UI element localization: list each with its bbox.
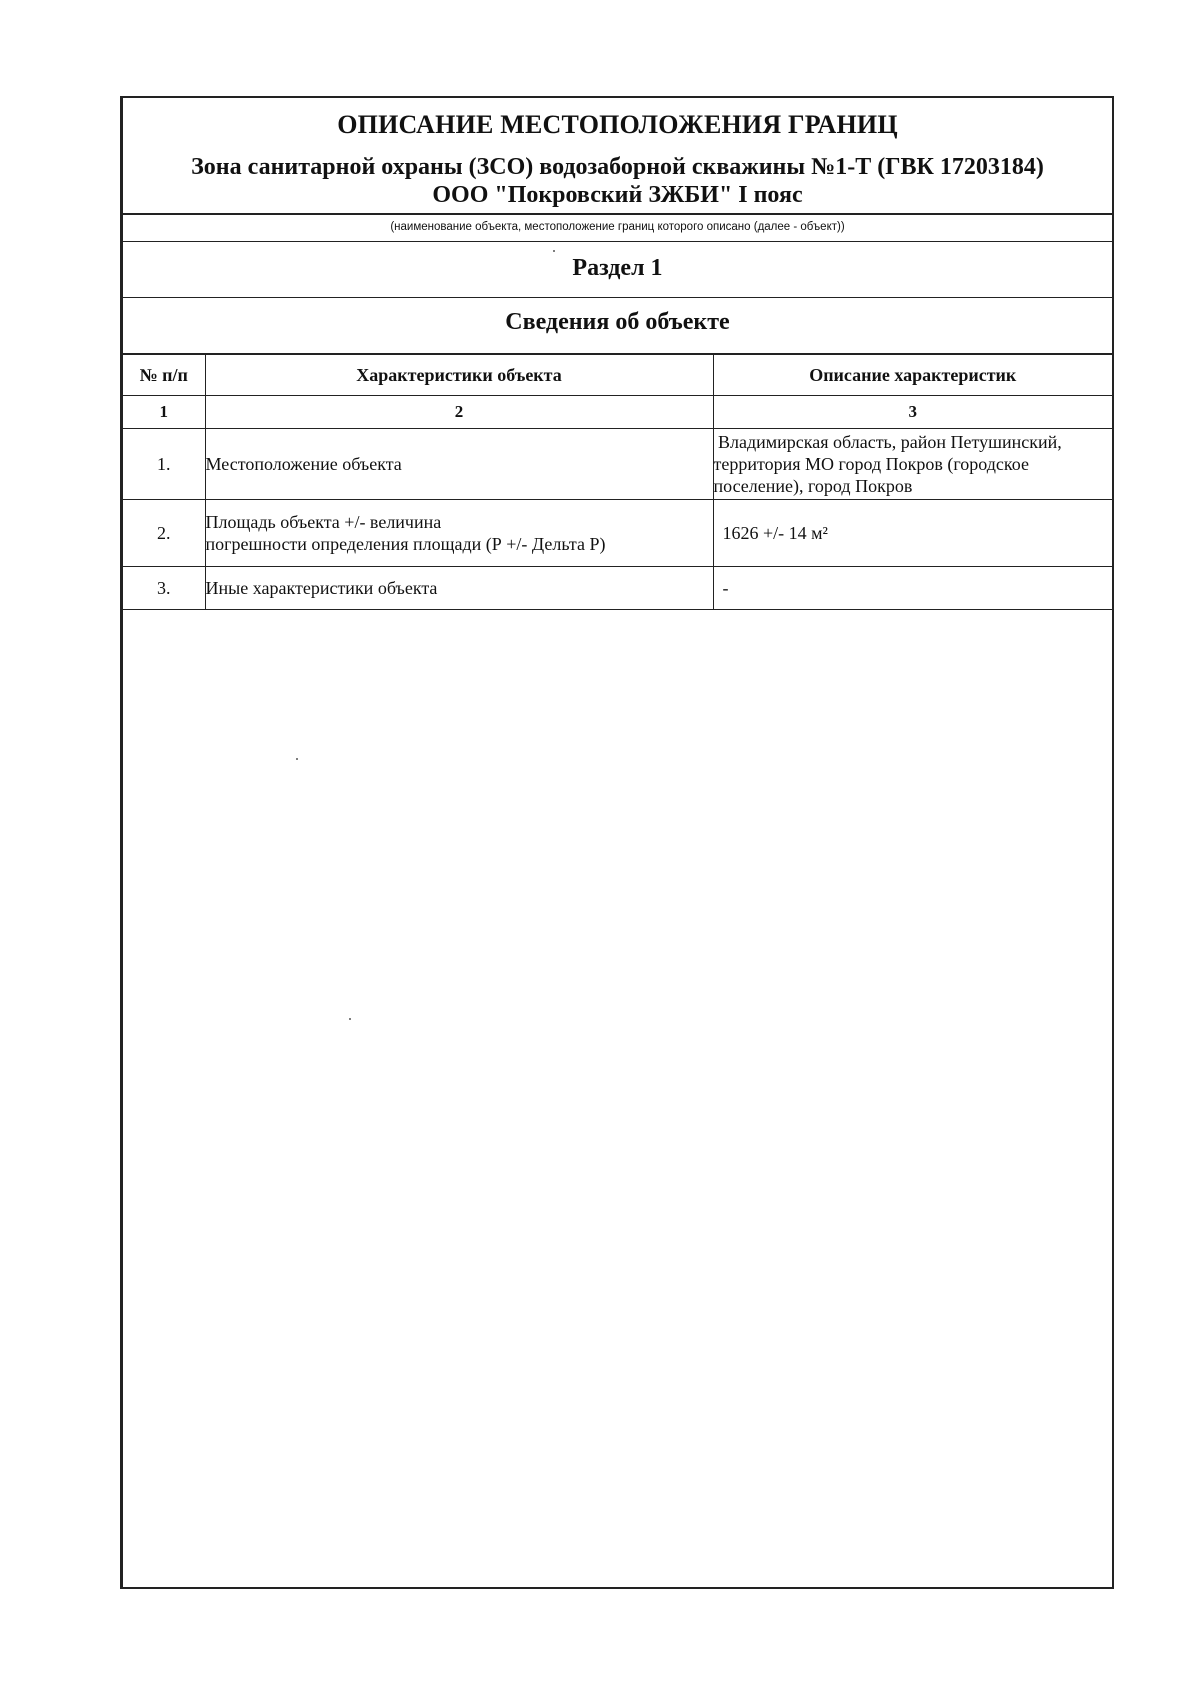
section-subtitle: Сведения об объекте (505, 309, 730, 335)
characteristic-name-line: Площадь объекта +/- величина (205, 512, 442, 532)
caption-block (123, 214, 1112, 242)
table-header-row (123, 355, 1112, 396)
document-frame (120, 96, 1114, 1589)
column-index: 2 (205, 396, 713, 429)
characteristic-name-line: Иные характеристики объекта (205, 578, 438, 598)
characteristic-name-line: Местоположение объекта (205, 454, 402, 474)
scan-speck (349, 1018, 351, 1020)
object-properties-table (123, 354, 1112, 610)
column-header-characteristic: Характеристики объекта (205, 355, 713, 396)
table-row (123, 500, 1112, 567)
description-line: поселение), город Покров (713, 476, 913, 496)
description-line: 1626 +/- 14 м² (722, 523, 828, 543)
row-number: 1. (123, 429, 205, 500)
characteristic-name-line: погрешности определения площади (Р +/- Дельта Р) (205, 534, 606, 554)
column-index: 3 (713, 396, 1112, 429)
characteristic-description (713, 500, 1112, 567)
scan-speck (296, 758, 298, 760)
row-number: 3. (123, 567, 205, 610)
title-block (123, 98, 1112, 214)
object-name-line-1: Зона санитарной охраны (ЗСО) водозаборной скважины №1-Т (ГВК 17203184) (191, 154, 1044, 180)
section-title: Раздел 1 (572, 255, 663, 281)
column-header-description: Описание характеристик (713, 355, 1112, 396)
column-index: 1 (123, 396, 205, 429)
description-line: территория МО город Покров (городское (713, 454, 1029, 474)
document-title: ОПИСАНИЕ МЕСТОПОЛОЖЕНИЯ ГРАНИЦ (337, 110, 898, 139)
table-row (123, 429, 1112, 500)
scan-speck (553, 250, 555, 252)
characteristic-description (713, 429, 1112, 500)
object-name-caption: (наименование объекта, местоположение границ которого описано (далее - объект)) (390, 221, 845, 233)
description-line: - (722, 578, 729, 598)
description-line: Владимирская область, район Петушинский, (713, 432, 1062, 452)
section-block (123, 242, 1112, 298)
table-row (123, 567, 1112, 610)
characteristic-name (205, 500, 713, 567)
info-block (123, 298, 1112, 354)
row-number: 2. (123, 500, 205, 567)
characteristic-name (205, 429, 713, 500)
column-header-number: № п/п (123, 355, 205, 396)
column-index-row (123, 396, 1112, 429)
object-name-line-2: ООО "Покровский ЗЖБИ" I пояс (432, 182, 803, 208)
characteristic-description (713, 567, 1112, 610)
characteristic-name (205, 567, 713, 610)
